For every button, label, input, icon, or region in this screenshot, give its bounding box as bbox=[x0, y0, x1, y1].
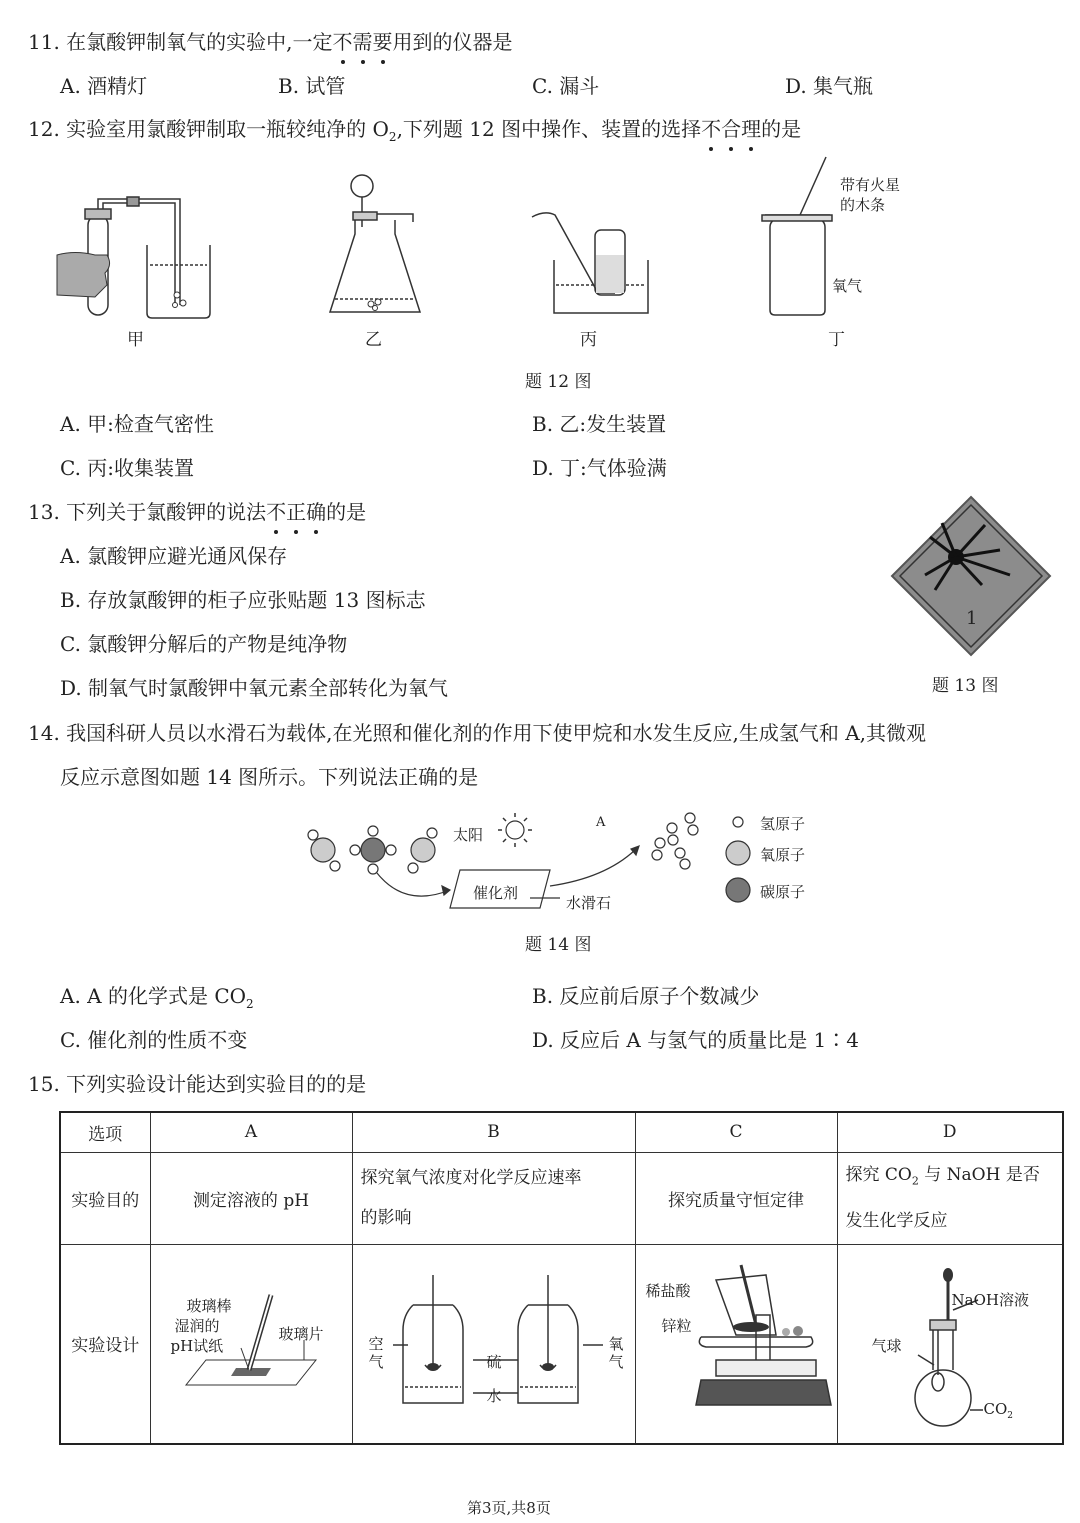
q14-stem-line2: 反应示意图如题 14 图所示。下列说法正确的是 bbox=[60, 765, 479, 789]
label-balloon: 气球 bbox=[871, 1336, 902, 1355]
fig12-label-jia: 甲 bbox=[127, 330, 144, 350]
q12-option-d[interactable]: D. 丁:气体验满 bbox=[532, 456, 667, 480]
q11-stem: 11. 在氯酸钾制氧气的实验中,一定不需要用到的仪器是 bbox=[28, 26, 513, 55]
q12-option-a[interactable]: A. 甲:检查气密性 bbox=[60, 412, 214, 436]
label-oxygen-2: 气 bbox=[608, 1352, 624, 1371]
design-d bbox=[837, 1244, 1063, 1444]
legend-carbon: 碳原子 bbox=[760, 883, 806, 901]
design-c bbox=[635, 1244, 837, 1444]
q12-stem: 12. 实验室用氯酸钾制取一瓶较纯净的 $O_2$,下列题 12 图中操作、装置的选择不合理的是 bbox=[28, 113, 801, 144]
label-zinc: 锌粒 bbox=[661, 1316, 692, 1335]
explosive-hazard-sign bbox=[890, 495, 1052, 657]
q11-option-b[interactable]: B. 试管 bbox=[278, 74, 346, 98]
fig12-stick-label-1: 带有火星 bbox=[840, 176, 901, 194]
legend-oxygen: 氧原子 bbox=[760, 846, 806, 864]
fig14-catalyst-label: 催化剂 bbox=[473, 884, 519, 902]
q11-option-a[interactable]: A. 酒精灯 bbox=[60, 74, 148, 98]
purpose-c: 探究质量守恒定律 bbox=[635, 1152, 837, 1244]
q15-stem: 15. 下列实验设计能达到实验目的的是 bbox=[28, 1072, 367, 1096]
fig14-a-label: A bbox=[596, 815, 606, 830]
fig12-jia bbox=[55, 195, 215, 325]
fig13-caption: 题 13 图 bbox=[932, 676, 999, 696]
label-dilute-hcl: 稀盐酸 bbox=[645, 1281, 691, 1300]
header-b: B bbox=[352, 1112, 635, 1152]
legend-hydrogen: 氢原子 bbox=[760, 815, 806, 833]
fig14-sun-label: 太阳 bbox=[453, 826, 484, 844]
fig12-ding bbox=[760, 155, 840, 325]
sulfur-combustion-drawing bbox=[393, 1275, 613, 1415]
purpose-b: 探究氧气浓度对化学反应速率 的影响 bbox=[352, 1152, 635, 1244]
fig12-oxygen-label: 氧气 bbox=[832, 277, 863, 295]
q13-option-c[interactable]: C. 氯酸钾分解后的产物是纯净物 bbox=[60, 632, 348, 656]
design-b bbox=[352, 1244, 635, 1444]
fig14-support-label: 水滑石 bbox=[566, 894, 612, 912]
q11-option-c[interactable]: C. 漏斗 bbox=[532, 74, 600, 98]
fig14-caption: 题 14 图 bbox=[525, 935, 592, 955]
q11-option-d[interactable]: D. 集气瓶 bbox=[785, 74, 874, 98]
fig12-caption: 题 12 图 bbox=[525, 372, 592, 392]
label-glass-rod: 玻璃棒 bbox=[186, 1296, 232, 1315]
label-ph-paper: pH试纸 bbox=[170, 1336, 224, 1355]
label-air-1: 空 bbox=[368, 1334, 384, 1353]
q14-option-b[interactable]: B. 反应前后原子个数减少 bbox=[532, 984, 760, 1008]
fig12-label-bing: 丙 bbox=[580, 330, 597, 350]
hazard-sign-number: 1 bbox=[966, 608, 978, 629]
fig12-label-yi: 乙 bbox=[365, 330, 382, 350]
q14-stem-line1: 14. 我国科研人员以水滑石为载体,在光照和催化剂的作用下使甲烷和水发生反应,生成氢气和 A,其微观 bbox=[28, 721, 927, 745]
label-co2: $CO_2$ bbox=[983, 1399, 1014, 1421]
header-a: A bbox=[150, 1112, 352, 1152]
fig12-stick-label-2: 的木条 bbox=[840, 196, 886, 214]
label-wet: 湿润的 bbox=[174, 1316, 220, 1335]
q13-option-a[interactable]: A. 氯酸钾应避光通风保存 bbox=[60, 544, 288, 568]
q13-option-d[interactable]: D. 制氧气时氯酸钾中氧元素全部转化为氧气 bbox=[60, 676, 449, 700]
q15-table bbox=[59, 1111, 1064, 1445]
header-d: D bbox=[837, 1112, 1063, 1152]
label-oxygen-1: 氧 bbox=[608, 1334, 624, 1353]
label-air-2: 气 bbox=[368, 1352, 384, 1371]
label-naoh-solution: NaOH溶液 bbox=[951, 1290, 1029, 1309]
q12-option-c[interactable]: C. 丙:收集装置 bbox=[60, 456, 195, 480]
purpose-a: 测定溶液的 pH bbox=[150, 1152, 352, 1244]
q13-option-b[interactable]: B. 存放氯酸钾的柜子应张贴题 13 图标志 bbox=[60, 588, 426, 612]
label-glass-plate: 玻璃片 bbox=[278, 1324, 324, 1343]
page-footer: 第3页,共8页 bbox=[467, 1499, 551, 1517]
q14-option-a[interactable]: A. A 的化学式是 $CO_2$ bbox=[60, 984, 254, 1011]
fig12-bing bbox=[530, 205, 655, 320]
fig12-label-ding: 丁 bbox=[828, 330, 845, 350]
q14-option-d[interactable]: D. 反应后 A 与氢气的质量比是 1∶4 bbox=[532, 1028, 860, 1052]
q14-option-c[interactable]: C. 催化剂的性质不变 bbox=[60, 1028, 248, 1052]
row-purpose-label: 实验目的 bbox=[60, 1152, 150, 1244]
row-design-label: 实验设计 bbox=[60, 1244, 150, 1444]
header-option: 选项 bbox=[60, 1112, 150, 1152]
purpose-d: 探究 $CO_2$ 与 NaOH 是否 发生化学反应 bbox=[837, 1152, 1063, 1244]
label-water: 水 bbox=[486, 1386, 502, 1405]
label-sulfur: 硫 bbox=[486, 1352, 502, 1371]
q12-option-b[interactable]: B. 乙:发生装置 bbox=[532, 412, 667, 436]
balance-drawing bbox=[696, 1265, 836, 1415]
design-a bbox=[150, 1244, 352, 1444]
fig12-yi bbox=[325, 172, 425, 320]
q13-stem: 13. 下列关于氯酸钾的说法不正确的是 bbox=[28, 496, 366, 525]
header-c: C bbox=[635, 1112, 837, 1152]
